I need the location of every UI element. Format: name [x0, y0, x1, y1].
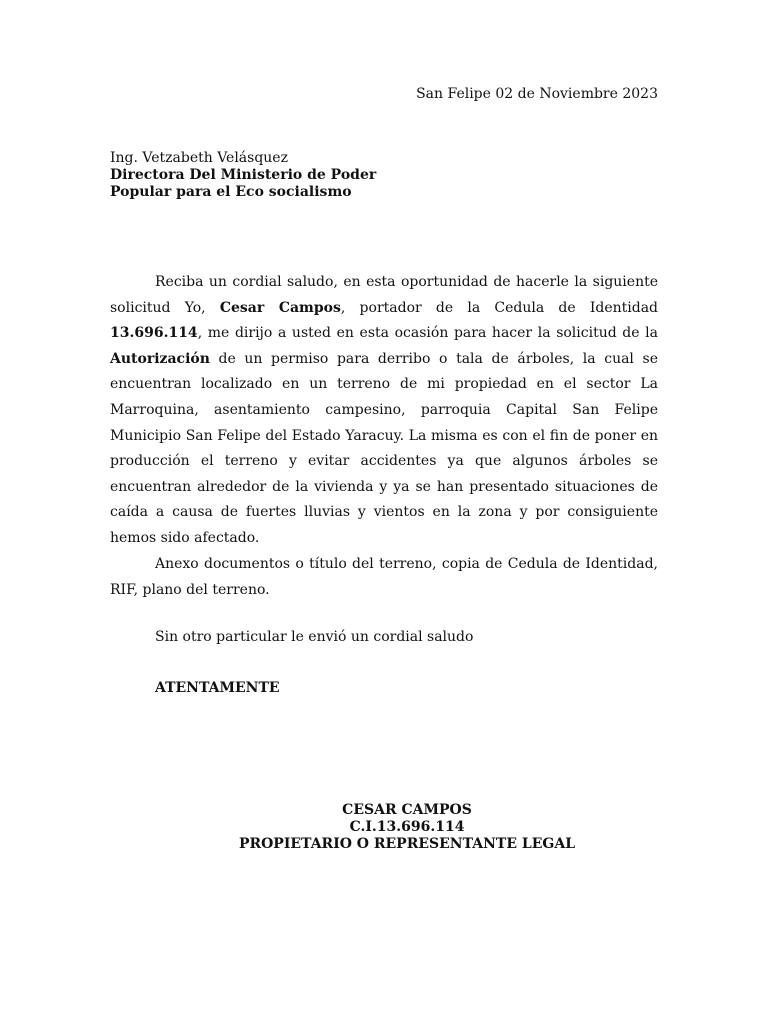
closing-line: Sin otro particular le envió un cordial saludo — [155, 629, 474, 645]
body-text-c: , me dirijo a usted en esta ocasión para hacer la solicitud de la — [197, 325, 658, 342]
recipient-title-line1: Directora Del Ministerio de Poder — [110, 167, 377, 183]
body-paragraph — [110, 270, 658, 552]
body-text-a: Reciba un cordial saludo, en esta oportunidad de hacerle la siguiente solicitud Yo, — [110, 274, 658, 316]
recipient-name: Ing. Vetzabeth Velásquez — [110, 150, 288, 166]
applicant-id: 13.696.114 — [110, 325, 198, 342]
body-text-d: de un permiso para derribo o tala de árboles, la cual se encuentran localizado en un terreno de mi propiedad en el sector La Marroquina, asentamiento campesino, parroquia Capital San Felipe Municipio San Felipe del Estado Yaracuy. La misma es con el fin de poner en producción el terreno y evitar accidentes ya que algunos árboles se encuentran alrededor de la vivienda y ya se han presentado situaciones de caída a causa de fuertes lluvias y vientos en la zona y por consiguiente hemos sido afectado. — [110, 350, 658, 546]
signature-id: C.I.13.696.114 — [349, 819, 465, 835]
body-text-b: , portador de la Cedula de Identidad — [340, 299, 659, 316]
recipient-title-line2: Popular para el Eco socialismo — [110, 184, 352, 200]
authorization-word: Autorización — [110, 350, 210, 367]
recipient-block — [110, 150, 376, 201]
applicant-name: Cesar Campos — [219, 299, 341, 316]
signature-block — [110, 802, 704, 853]
annex-paragraph: Anexo documentos o título del terreno, copia de Cedula de Identidad, RIF, plano del terreno. — [110, 556, 658, 598]
letter-body — [110, 270, 658, 552]
sign-off: ATENTAMENTE — [155, 680, 280, 696]
signature-name: CESAR CAMPOS — [342, 802, 472, 818]
letter-date: San Felipe 02 de Noviembre 2023 — [416, 86, 658, 102]
signature-role: PROPIETARIO O REPRESENTANTE LEGAL — [238, 836, 576, 852]
